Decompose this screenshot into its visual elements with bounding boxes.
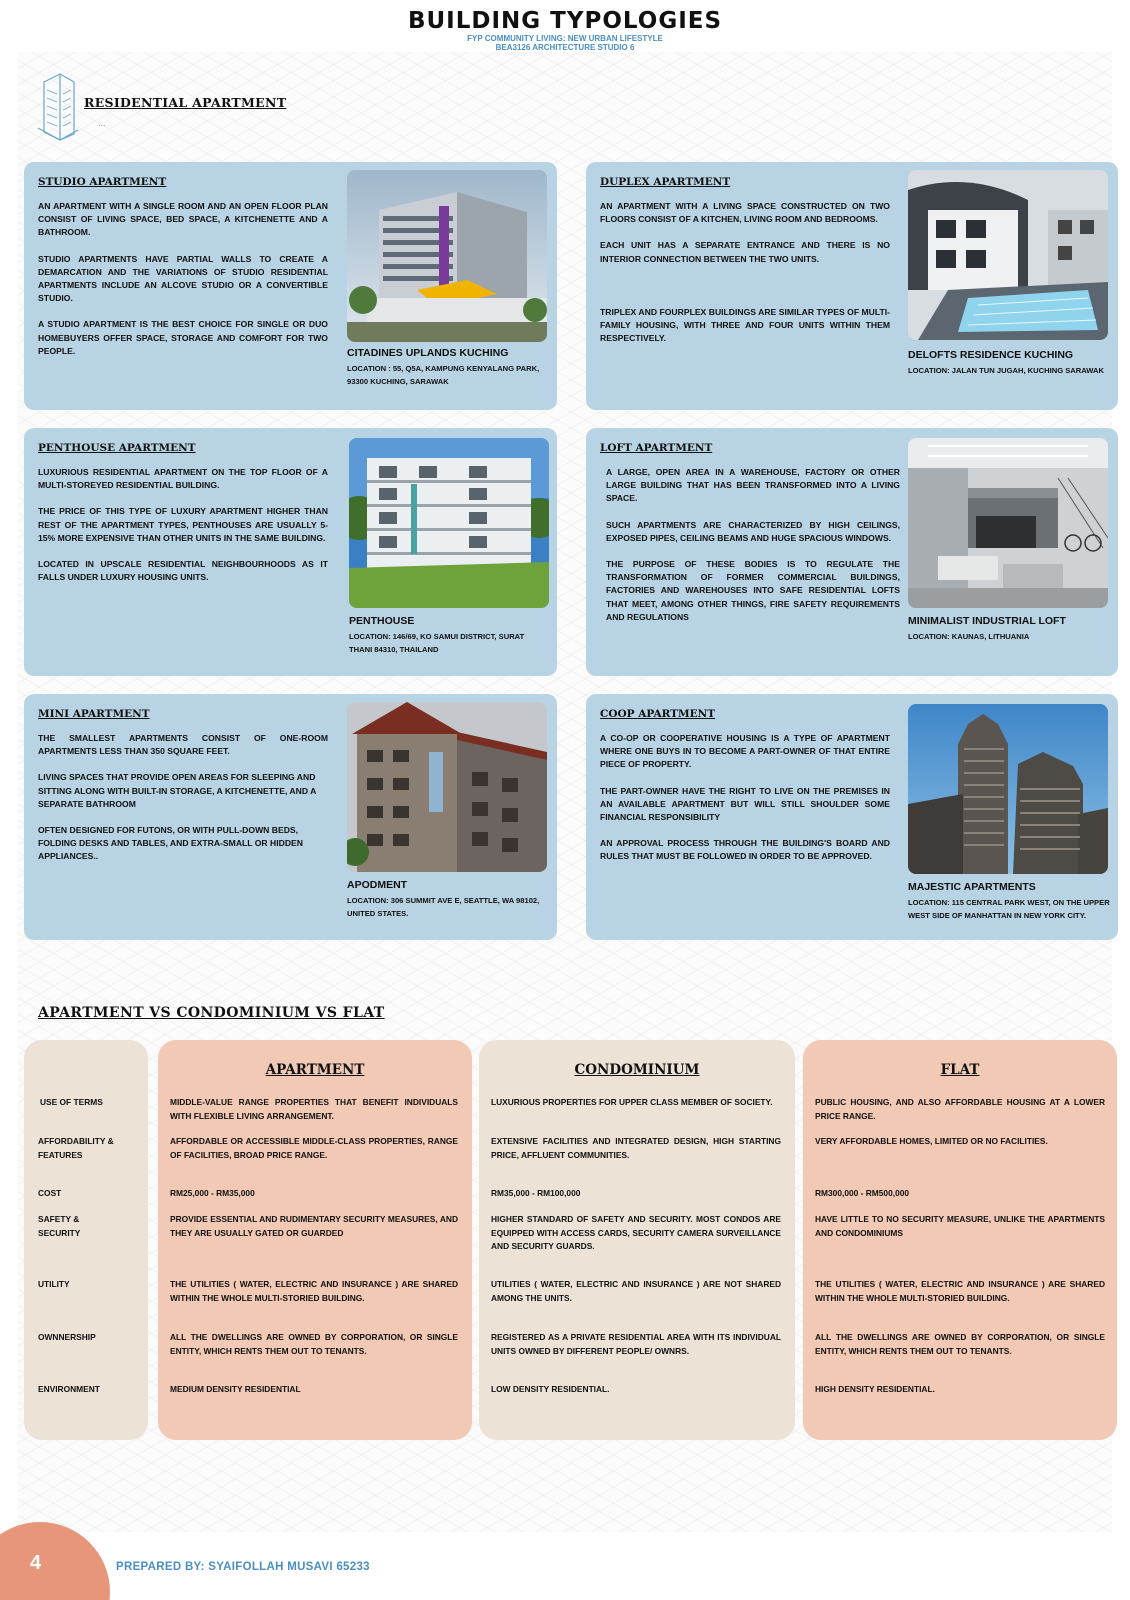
table-cell: MEDIUM DENSITY RESIDENTIAL	[170, 1384, 301, 1394]
card-paragraph: AN APARTMENT WITH A SINGLE ROOM AND AN OPEN FLOOR PLAN CONSIST OF LIVING SPACE, BED SPACE, A KITCHENETTE AND A BATHROOM.	[38, 201, 328, 238]
card-paragraph: LIVING SPACES THAT PROVIDE OPEN AREAS FOR SLEEPING AND SITTING ALONG WITH BUILT-IN STORAGE, A KITCHENETTE, AND A SEPARATE BATHROOM	[38, 772, 317, 809]
photo-caption-location: LOCATION: 146/69, KO SAMUI DISTRICT, SURAT THANI 84310, THAILAND	[349, 632, 525, 654]
card-body	[38, 466, 328, 597]
photo-penthouse	[349, 438, 549, 608]
page-subtitle-1: FYP COMMUNITY LIVING: NEW URBAN LIFESTYLE	[467, 34, 663, 43]
card-coop-apartment	[586, 694, 1118, 940]
card-mini-apartment	[24, 694, 557, 940]
photo-caption-location: LOCATION: 115 CENTRAL PARK WEST, ON THE UPPER WEST SIDE OF MANHATTAN IN NEW YORK CITY.	[908, 898, 1110, 920]
table-cell: RM300,000 - RM500,000	[815, 1188, 910, 1198]
page-header	[0, 8, 1130, 52]
row-label: AFFORDABILITY & FEATURES	[38, 1136, 114, 1160]
card-paragraph: STUDIO APARTMENTS HAVE PARTIAL WALLS TO CREATE A DEMARCATION AND THE VARIATIONS OF STUDIO RESIDENTIAL APARTMENTS INCLUDE AN ALCOVE STUDIO OR A CONVERTIBLE STUDIO.	[38, 253, 328, 304]
page-number: 4	[30, 1552, 42, 1574]
card-paragraph: EACH UNIT HAS A SEPARATE ENTRANCE AND THERE IS NO INTERIOR CONNECTION BETWEEN THE TWO UNITS.	[600, 240, 890, 264]
column-heading: CONDOMINIUM	[574, 1062, 700, 1078]
comparison-row-labels	[24, 1040, 148, 1440]
row-label: UTILITY	[38, 1279, 70, 1289]
card-body	[600, 200, 890, 358]
card-paragraph: AN APPROVAL PROCESS THROUGH THE BUILDING'S BOARD AND RULES THAT MUST BE FOLLOWED IN ORDER TO BE APPROVED.	[600, 838, 890, 862]
card-penthouse-apartment	[24, 428, 557, 676]
card-paragraph: LUXURIOUS RESIDENTIAL APARTMENT ON THE TOP FLOOR OF A MULTI-STOREYED RESIDENTIAL BUILDING.	[38, 467, 328, 491]
section-title: RESIDENTIAL APARTMENT	[84, 95, 287, 110]
card-paragraph: AN APARTMENT WITH A LIVING SPACE CONSTRUCTED ON TWO FLOORS CONSIST OF A KITCHEN, LIVING ROOM AND BEDROOMS.	[600, 201, 890, 225]
table-cell: HIGH DENSITY RESIDENTIAL.	[815, 1384, 935, 1394]
comparison-column-flat	[803, 1040, 1117, 1440]
table-cell: RM35,000 - RM100,000	[491, 1188, 581, 1198]
page-number-badge	[0, 1522, 110, 1600]
photo-caption-location: LOCATION: JALAN TUN JUGAH, KUCHING SARAWAK	[908, 366, 1105, 375]
card-title: MINI APARTMENT	[38, 708, 150, 720]
card-paragraph: A LARGE, OPEN AREA IN A WAREHOUSE, FACTORY OR OTHER LARGE BUILDING THAT HAS BEEN TRANSFORMED INTO A LIVING SPACE.	[606, 467, 900, 504]
table-cell: HIGHER STANDARD OF SAFETY AND SECURITY. MOST CONDOS ARE EQUIPPED WITH ACCESS CARDS, SECURITY CAMERA SURVEILLANCE AND SECURITY GUARDS.	[491, 1214, 781, 1251]
photo-caption-name: APODMENT	[347, 879, 408, 891]
row-label: OWNNERSHIP	[38, 1332, 96, 1342]
card-paragraph: OFTEN DESIGNED FOR FUTONS, OR WITH PULL-DOWN BEDS, FOLDING DESKS AND TABLES, AND EXTRA-SMALL OR HIDDEN APPLIANCES..	[38, 825, 303, 862]
table-cell: PUBLIC HOUSING, AND ALSO AFFORDABLE HOUSING AT A LOWER PRICE RANGE.	[815, 1097, 1105, 1121]
card-body	[606, 466, 900, 637]
card-paragraph: LOCATED IN UPSCALE RESIDENTIAL NEIGHBOURHOODS AS IT FALLS UNDER LUXURY HOUSING UNITS.	[38, 559, 328, 583]
photo-majestic	[908, 704, 1108, 874]
card-body	[600, 732, 890, 877]
photo-loft	[908, 438, 1108, 608]
photo-caption-location: LOCATION : 55, Q5A, KAMPUNG KENYALANG PARK, 93300 KUCHING, SARAWAK	[347, 364, 540, 386]
card-loft-apartment	[586, 428, 1118, 676]
table-cell: REGISTERED AS A PRIVATE RESIDENTIAL AREA WITH ITS INDIVIDUAL UNITS OWNED BY DIFFERENT PEOPLE/ OWNRS.	[491, 1332, 781, 1356]
card-paragraph: SUCH APARTMENTS ARE CHARACTERIZED BY HIGH CEILINGS, EXPOSED PIPES, CEILING BEAMS AND HUGE SPACIOUS WINDOWS.	[606, 519, 900, 543]
photo-caption-name: CITADINES UPLANDS KUCHING	[347, 347, 509, 359]
card-title: PENTHOUSE APARTMENT	[38, 442, 196, 454]
card-paragraph: A CO-OP OR COOPERATIVE HOUSING IS A TYPE OF APARTMENT WHERE ONE BUYS IN TO BECOME A PART-OWNER OF THAT ENTIRE PIECE OF PROPERTY.	[600, 733, 890, 770]
column-heading: APARTMENT	[265, 1062, 365, 1078]
card-title: LOFT APARTMENT	[600, 442, 713, 454]
card-body	[38, 732, 328, 877]
card-title: STUDIO APARTMENT	[38, 176, 167, 188]
photo-caption-name: PENTHOUSE	[349, 615, 415, 627]
comparison-column-apartment	[158, 1040, 472, 1440]
card-paragraph: TRIPLEX AND FOURPLEX BUILDINGS ARE SIMILAR TYPES OF MULTI-FAMILY HOUSING, WITH THREE AND FOUR UNITS WITHIN THEM RESPECTIVELY.	[600, 306, 890, 344]
table-cell: HAVE LITTLE TO NO SECURITY MEASURE, UNLIKE THE APARTMENTS AND CONDOMINIUMS	[815, 1214, 1105, 1238]
photo-citadines	[347, 170, 547, 342]
table-cell: ALL THE DWELLINGS ARE OWNED BY CORPORATION, OR SINGLE ENTITY, WHICH RENTS THEM OUT TO TENANTS.	[170, 1332, 458, 1356]
table-cell: LUXURIOUS PROPERTIES FOR UPPER CLASS MEMBER OF SOCIETY.	[491, 1097, 773, 1107]
table-cell: THE UTILITIES ( WATER, ELECTRIC AND INSURANCE ) ARE SHARED WITHIN THE WHOLE MULTI-STORIED BUILDING.	[170, 1279, 458, 1303]
card-body	[38, 200, 328, 371]
row-label: ENVIRONMENT	[38, 1384, 100, 1394]
card-paragraph: A STUDIO APARTMENT IS THE BEST CHOICE FOR SINGLE OR DUO HOMEBUYERS OFFER SPACE, STORAGE AND COMFORT FOR TWO PEOPLE.	[38, 319, 328, 356]
table-cell: AFFORDABLE OR ACCESSIBLE MIDDLE-CLASS PROPERTIES, RANGE OF FACILITIES, BROAD PRICE RANGE.	[170, 1136, 458, 1160]
row-label: SAFETY & SECURITY	[38, 1214, 81, 1238]
table-cell: MIDDLE-VALUE RANGE PROPERTIES THAT BENEFIT INDIVIDUALS WITH FLEXIBLE LIVING ARRANGEMENT.	[170, 1097, 458, 1121]
table-cell: UTILITIES ( WATER, ELECTRIC AND INSURANCE ) ARE NOT SHARED AMONG THE UNITS.	[491, 1279, 781, 1303]
table-cell: VERY AFFORDABLE HOMES, LIMITED OR NO FACILITIES.	[815, 1136, 1048, 1146]
photo-delofts	[908, 170, 1108, 340]
table-cell: LOW DENSITY RESIDENTIAL.	[491, 1384, 610, 1394]
photo-caption-location: LOCATION: 306 SUMMIT AVE E, SEATTLE, WA 98102, UNITED STATES.	[347, 896, 540, 918]
card-paragraph: THE PURPOSE OF THESE BODIES IS TO REGULATE THE TRANSFORMATION OF FORMER COMMERCIAL BUILDINGS, FACTORIES AND WAREHOUSES INTO SAFE RESIDENTIAL LOFTS THAT MEET, AMONG OTHER THINGS, FIRE SAFETY REQUIREMENTS AND REGULATIONS	[606, 559, 900, 622]
photo-caption-name: MINIMALIST INDUSTRIAL LOFT	[908, 615, 1066, 627]
card-paragraph: THE PART-OWNER HAVE THE RIGHT TO LIVE ON THE PREMISES IN AN AVAILABLE APARTMENT BUT WILL STILL SHOULDER SOME FINANCIAL RESPONSIBILITY	[600, 785, 890, 823]
table-cell: ALL THE DWELLINGS ARE OWNED BY CORPORATION, OR SINGLE ENTITY, WHICH RENTS THEM OUT TO TENANTS.	[815, 1332, 1105, 1356]
row-label: USE OF TERMS	[40, 1097, 103, 1107]
card-paragraph: THE PRICE OF THIS TYPE OF LUXURY APARTMENT HIGHER THAN REST OF THE APARTMENT TYPES, PENTHOUSES ARE USUALLY 5-15% MORE EXPENSIVE THAN OTHER UNITS IN THE SAME BUILDING.	[38, 506, 328, 543]
card-studio-apartment	[24, 162, 557, 410]
table-cell: PROVIDE ESSENTIAL AND RUDIMENTARY SECURITY MEASURES, AND THEY ARE USUALLY GATED OR GUARDED	[170, 1214, 458, 1238]
table-cell: EXTENSIVE FACILITIES AND INTEGRATED DESIGN, HIGH STARTING PRICE, AFFLUENT COMMUNITIES.	[491, 1136, 781, 1160]
section-dots: ...	[98, 118, 106, 128]
photo-apodment	[347, 702, 547, 872]
table-cell: RM25,000 - RM35,000	[170, 1188, 255, 1198]
comparison-title: APARTMENT VS CONDOMINIUM VS FLAT	[38, 1005, 385, 1021]
page-subtitle-2: BEA3126 ARCHITECTURE STUDIO 6	[495, 43, 635, 52]
photo-caption-name: DELOFTS RESIDENCE KUCHING	[908, 349, 1074, 361]
photo-caption-location: LOCATION: KAUNAS, LITHUANIA	[908, 632, 1030, 641]
card-paragraph: THE SMALLEST APARTMENTS CONSIST OF ONE-ROOM APARTMENTS LESS THAN 350 SQUARE FEET.	[38, 733, 328, 757]
card-title: COOP APARTMENT	[600, 708, 716, 720]
card-duplex-apartment	[586, 162, 1118, 410]
photo-caption-name: MAJESTIC APARTMENTS	[908, 881, 1036, 893]
comparison-column-condominium	[479, 1040, 795, 1440]
card-title: DUPLEX APARTMENT	[600, 176, 731, 188]
building-icon	[36, 70, 80, 142]
prepared-by: PREPARED BY: SYAIFOLLAH MUSAVI 65233	[116, 1561, 370, 1573]
row-label: COST	[38, 1188, 62, 1198]
column-heading: FLAT	[940, 1062, 980, 1078]
page-title: BUILDING TYPOLOGIES	[407, 8, 723, 34]
table-cell: THE UTILITIES ( WATER, ELECTRIC AND INSURANCE ) ARE SHARED WITHIN THE WHOLE MULTI-STORIED BUILDING.	[815, 1279, 1105, 1303]
